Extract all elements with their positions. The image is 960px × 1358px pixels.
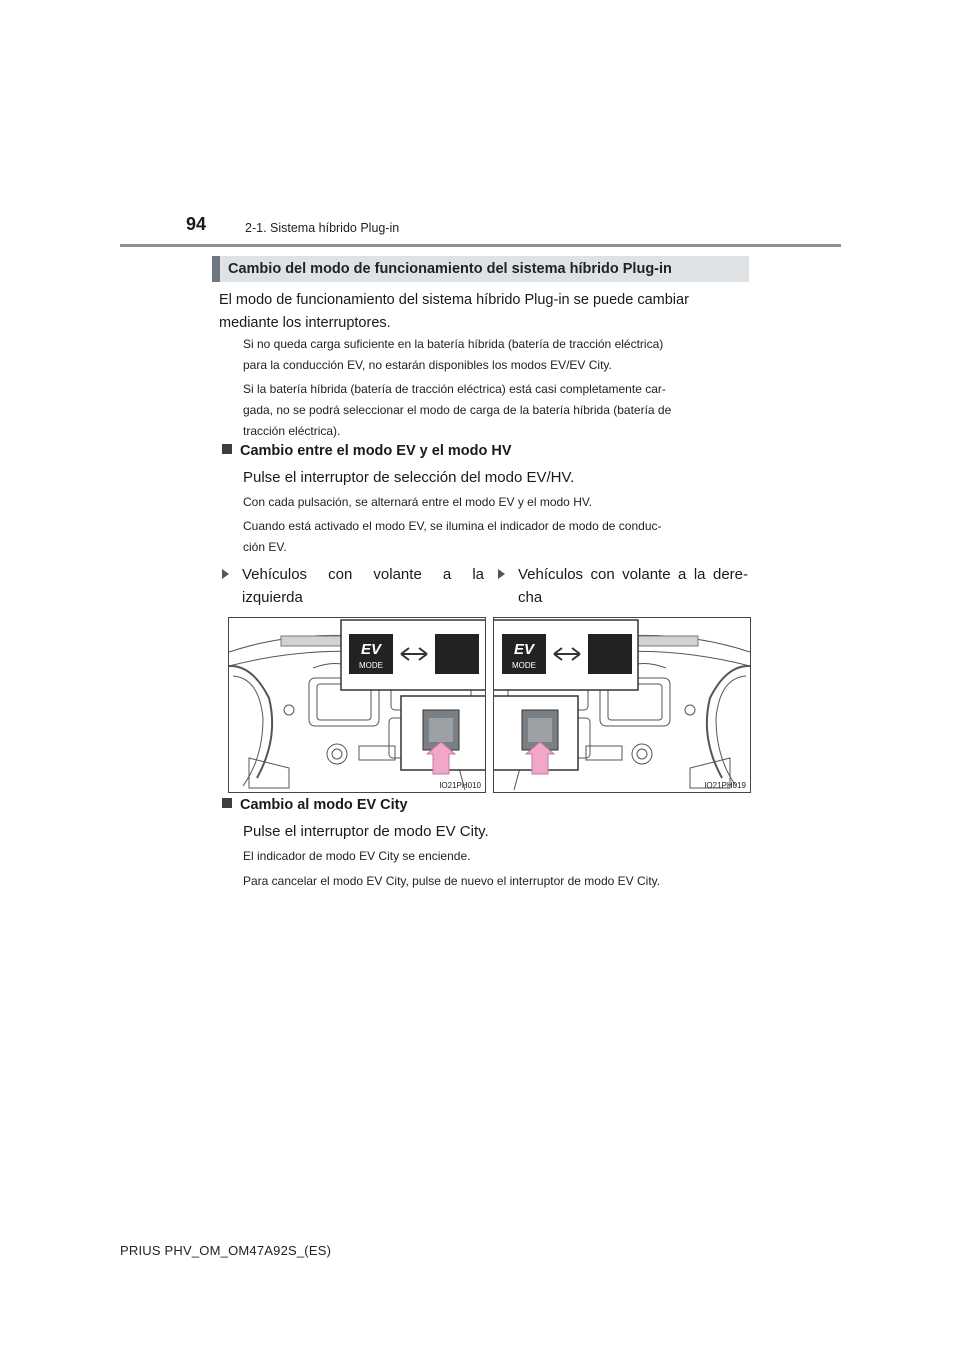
header-rule <box>120 244 841 247</box>
figure-left-code: IO21PH010 <box>439 781 481 790</box>
ev-city-note-2: Para cancelar el modo EV City, pulse de nuevo el interruptor de modo EV City. <box>243 874 661 888</box>
ev-mode-badge-mode: MODE <box>512 661 536 670</box>
figure-right-code: IO21PH019 <box>704 781 746 790</box>
square-bullet-icon <box>222 444 232 454</box>
note-2-line-2: gada, no se podrá seleccionar el modo de carga de la batería híbrida (batería de <box>243 403 672 417</box>
variant-right-line-1: Vehículos con volante a la dere- <box>518 566 748 583</box>
ev-hv-note-1: Con cada pulsación, se alternará entre el modo EV y el modo HV. <box>243 495 593 509</box>
figure-left-hand-drive <box>228 617 486 793</box>
triangle-bullet-icon <box>498 569 505 579</box>
section-heading <box>212 256 749 282</box>
section-title: 2-1. Sistema híbrido Plug-in <box>245 221 400 235</box>
subheading-ev-hv <box>222 443 512 459</box>
ev-mode-badge-mode: MODE <box>359 661 383 670</box>
ev-hv-note-2-line-1: Cuando está activado el modo EV, se ilumina el indicador de modo de conduc- <box>243 519 662 533</box>
figure-right-hand-drive <box>493 617 751 793</box>
variant-right-hand-drive <box>498 563 748 611</box>
subheading-ev-city-text: Cambio al modo EV City <box>240 797 408 813</box>
variant-left-line-2: izquierda <box>242 589 303 606</box>
variant-right-line-2: cha <box>518 589 543 606</box>
dashboard-illustration-left <box>229 618 485 792</box>
page-number: 94 <box>186 214 207 234</box>
dashboard-illustration-right <box>494 618 750 792</box>
triangle-bullet-icon <box>222 569 229 579</box>
ev-mode-badge-ev: EV <box>360 641 382 658</box>
note-2-line-1: Si la batería híbrida (batería de tracción eléctrica) está casi completamente car- <box>243 382 666 396</box>
note-1-line-2: para la conducción EV, no estarán disponibles los modos EV/EV City. <box>243 358 612 372</box>
subheading-ev-hv-text: Cambio entre el modo EV y el modo HV <box>240 443 512 459</box>
section-heading-text: Cambio del modo de funcionamiento del sistema híbrido Plug-in <box>228 261 672 277</box>
variant-left-line-1: Vehículos con volante a la <box>242 566 484 583</box>
note-1-line-1: Si no queda carga suficiente en la batería híbrida (batería de tracción eléctrica) <box>243 337 664 351</box>
ev-hv-note-2-line-2: ción EV. <box>243 540 287 554</box>
intro-line-1: El modo de funcionamiento del sistema híbrido Plug-in se puede cambiar <box>219 292 689 308</box>
ev-mode-badge-ev: EV <box>513 641 535 658</box>
ev-city-instruction: Pulse el interruptor de modo EV City. <box>243 823 489 840</box>
subheading-ev-city <box>222 797 408 813</box>
square-bullet-icon <box>222 798 232 808</box>
footer-doc-code: PRIUS PHV_OM_OM47A92S_(ES) <box>120 1243 332 1258</box>
intro-line-2: mediante los interruptores. <box>219 315 391 331</box>
variant-left-hand-drive <box>222 563 484 611</box>
ev-city-note-1: El indicador de modo EV City se enciende. <box>243 849 471 863</box>
ev-hv-instruction: Pulse el interruptor de selección del modo EV/HV. <box>243 469 575 486</box>
note-2-line-3: tracción eléctrica). <box>243 424 341 438</box>
